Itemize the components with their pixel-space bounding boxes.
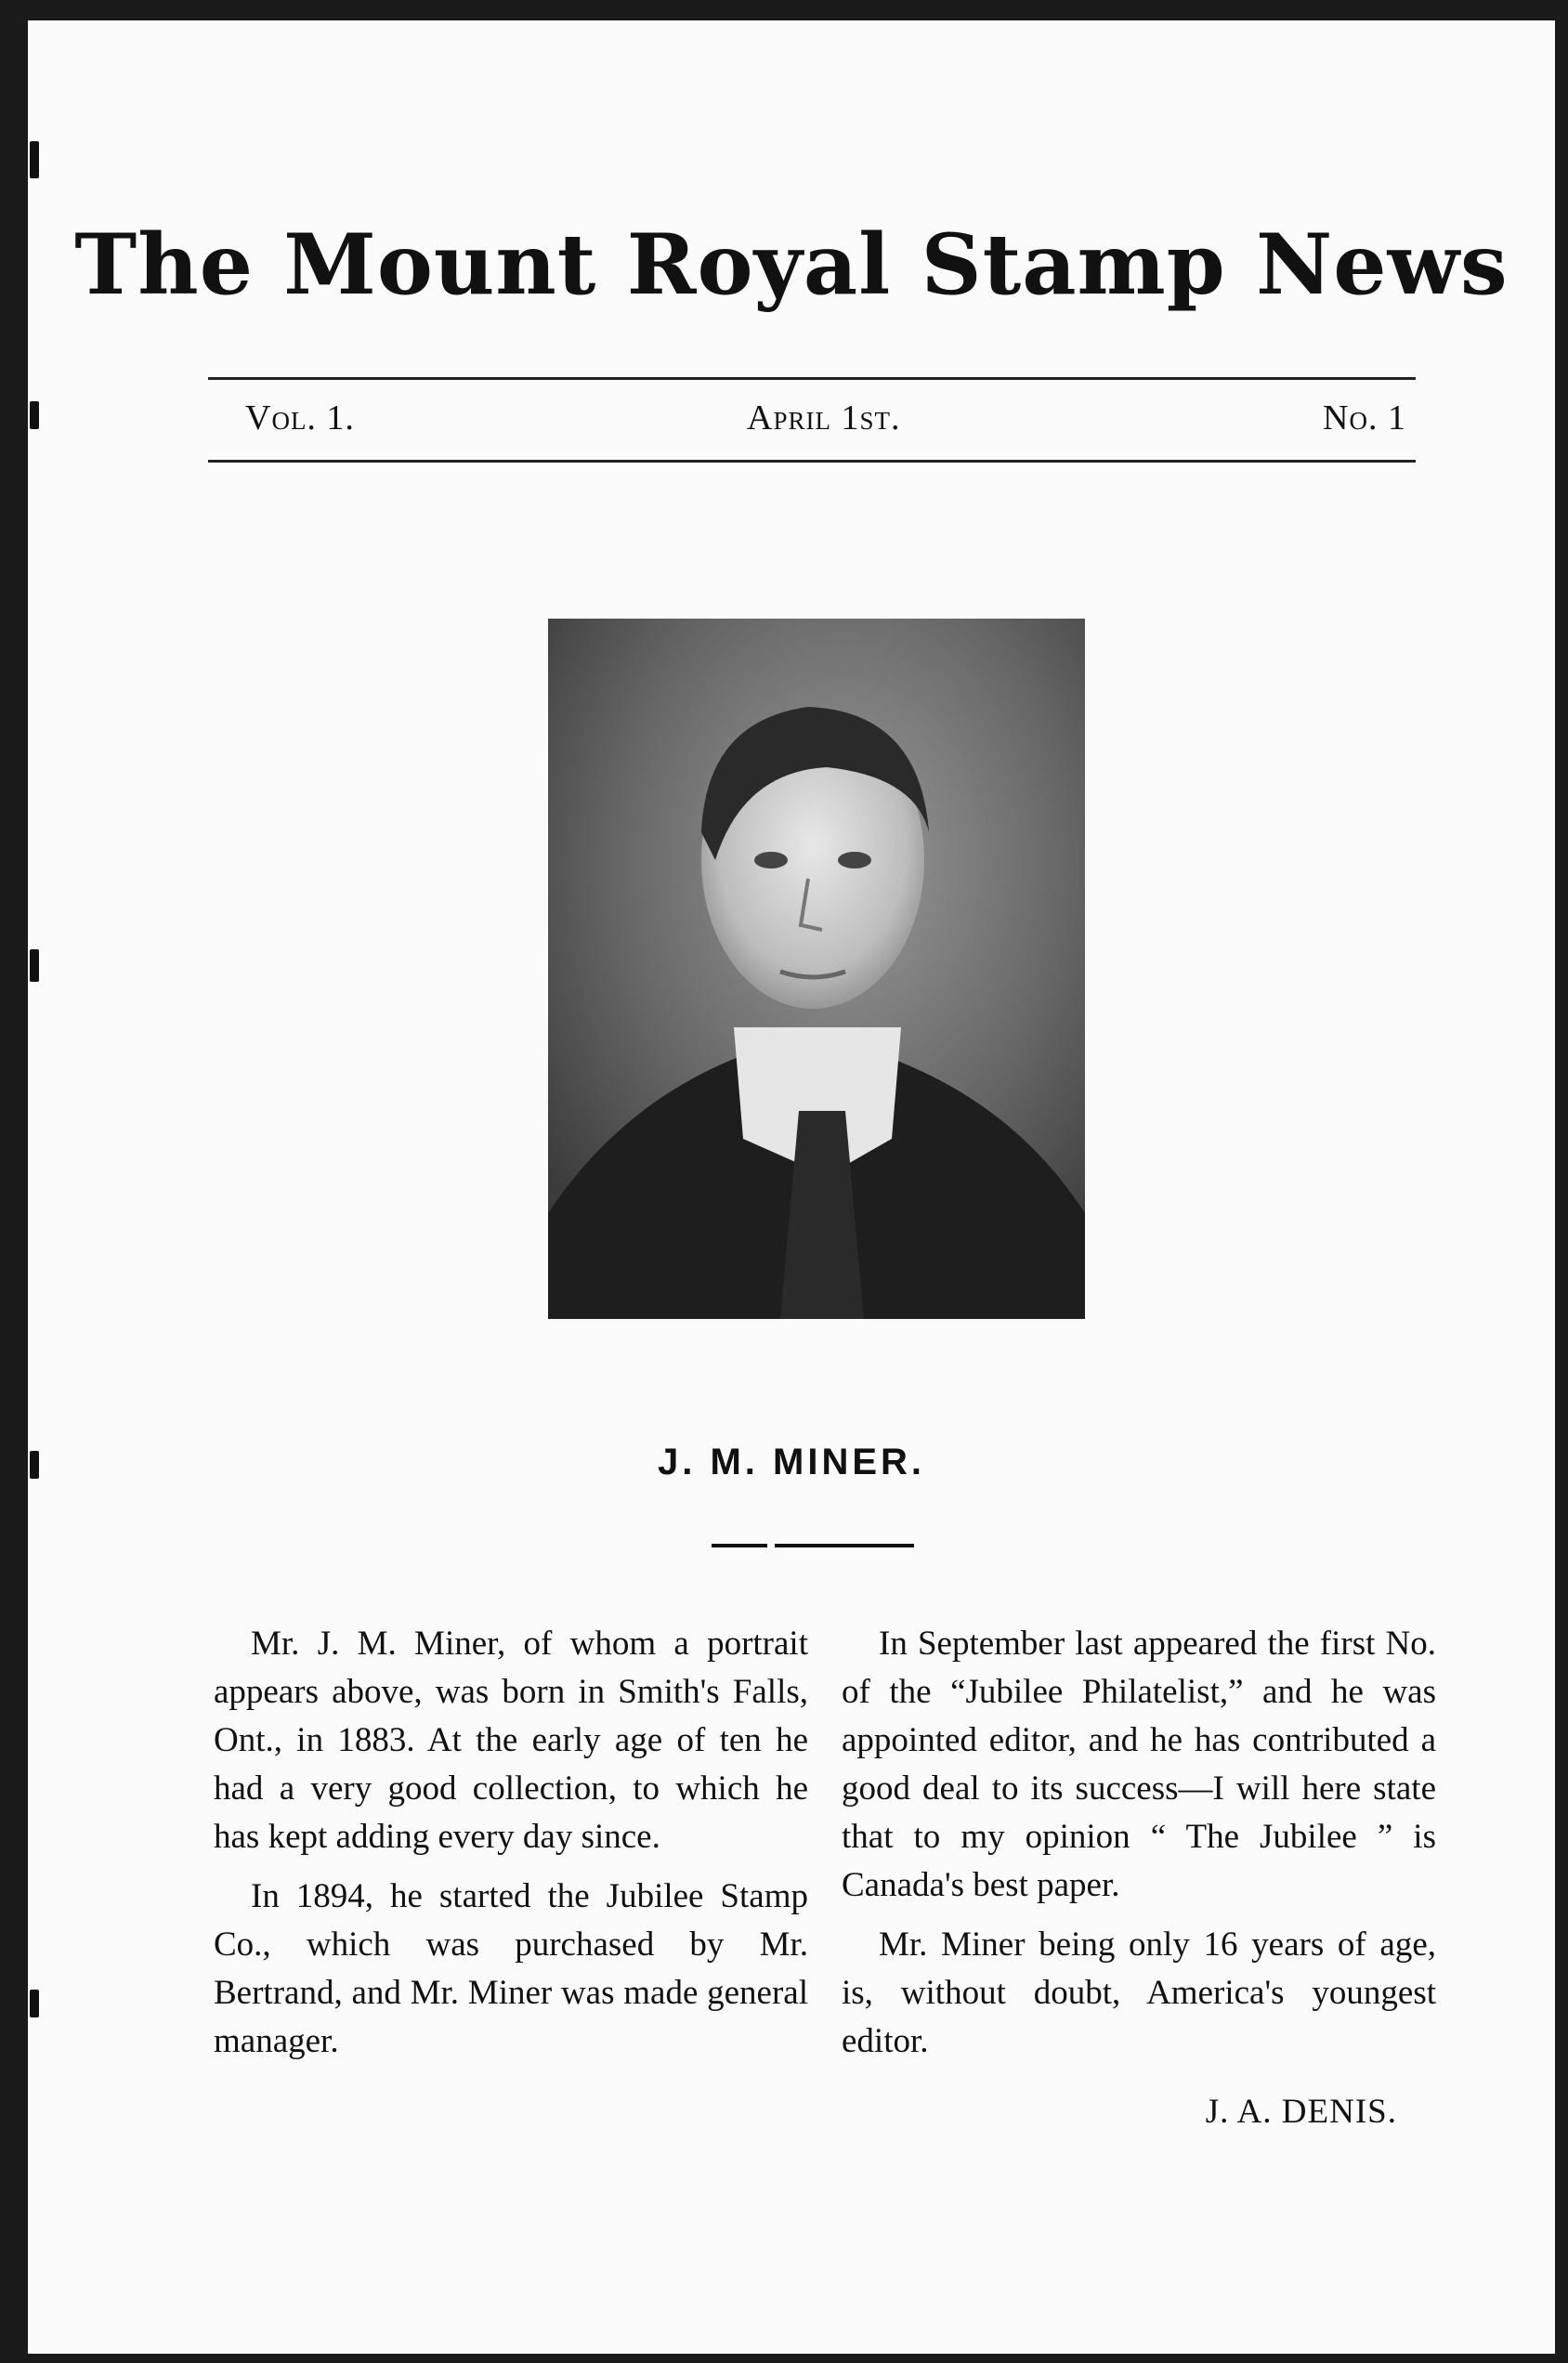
newspaper-page [28,20,1555,2354]
binding-mark [30,1990,39,2017]
heading-rule-long [775,1544,914,1547]
paragraph: In 1894, he started the Jubilee Stamp Co., which was purchased by Mr. Bertrand, and Mr. Miner was made general manager. [214,1877,808,2060]
paragraph: In September last appeared the first No. of the “Jubilee Philatelist,” and he was appointed editor, and he has contributed a good deal to its success—I will here state that to my opinion “ The Jubilee ” is Canada's best paper. [842,1625,1436,1904]
issue-number: No. 1 [1323,398,1406,437]
portrait-photo [548,619,1085,1319]
article-heading: J. M. MINER. [657,1442,926,1482]
paragraph: Mr. J. M. Miner, of whom a portrait appears above, was born in Smith's Falls, Ont., in 1883. At the early age of ten he had a very good collection, to which he has kept adding every day since. [214,1625,808,1856]
portrait-illustration [548,619,1085,1319]
header-rule-top [208,377,1416,380]
article-left-column [214,1620,808,2077]
header-rule-bottom [208,460,1416,463]
binding-mark [30,949,39,982]
heading-rule-short [712,1544,767,1547]
masthead-title: The Mount Royal Stamp News [74,215,1509,314]
article-right-column [842,1620,1436,2077]
author-signature: J. A. DENIS. [1205,2093,1397,2131]
binding-mark [30,401,39,429]
issue-date: April 1st. [747,398,901,437]
paragraph: Mr. Miner being only 16 years of age, is, without doubt, America's youngest editor. [842,1926,1436,2060]
issue-line [245,398,1406,450]
binding-mark [30,141,39,178]
volume-label: Vol. 1. [245,398,355,437]
